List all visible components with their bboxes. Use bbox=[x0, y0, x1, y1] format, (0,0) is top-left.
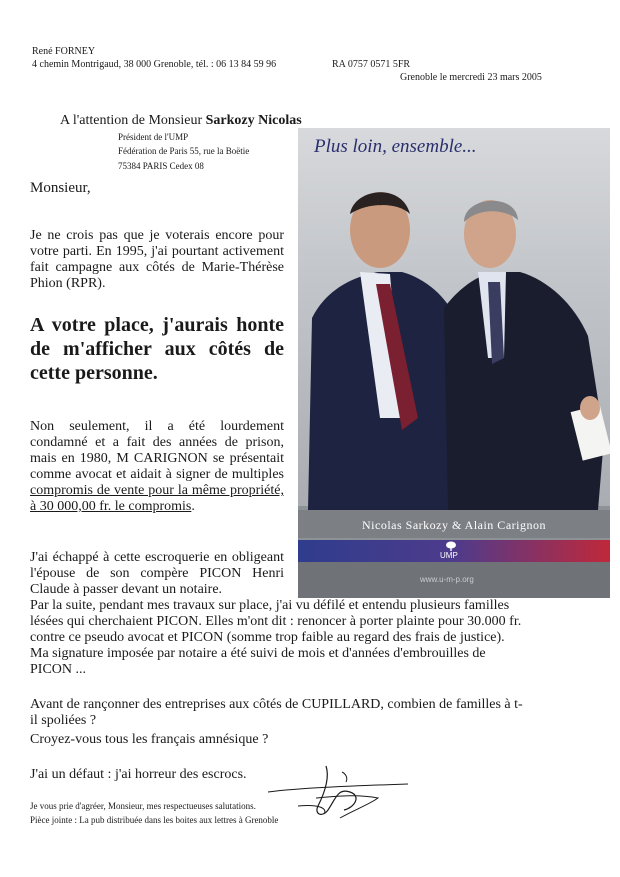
ump-tree-logo-icon bbox=[444, 541, 458, 551]
flyer-caption: Nicolas Sarkozy & Alain Carignon bbox=[362, 518, 546, 532]
flyer-slogan: Plus loin, ensemble... bbox=[314, 136, 477, 157]
attachment-note: Pièce jointe : La pub distribuée dans les boites aux lettres à Grenoble bbox=[30, 815, 279, 825]
paragraph-2-end: . bbox=[191, 499, 195, 514]
paragraph-4-line-1: Par la suite, pendant mes travaux sur place, j'ai vu défilé et entendu plusieurs familles bbox=[30, 598, 510, 613]
registered-mail-reference: RA 0757 0571 5FR bbox=[332, 59, 411, 70]
campaign-flyer bbox=[298, 128, 610, 598]
handwritten-signature bbox=[258, 758, 428, 828]
paragraph-4-line-4: Ma signature imposée par notaire a été suivi de mois et d'années d'embrouilles de bbox=[30, 646, 486, 661]
headline: A votre place, j'aurais honte de m'afficher aux côtés de cette personne. bbox=[30, 314, 284, 384]
recipient-line2: Fédération de Paris 55, rue la Boëtie bbox=[118, 146, 250, 156]
paragraph-3: J'ai échappé à cette escroquerie en obligeant l'épouse de son compère PICON Henri Claude à passer devant un notaire. bbox=[30, 550, 284, 597]
recipient-line1: Président de l'UMP bbox=[118, 132, 189, 142]
paragraph-5-line-2: il spoliées ? bbox=[30, 713, 97, 728]
recipient-line3: 75384 PARIS Cedex 08 bbox=[118, 161, 204, 171]
flyer-photo-two-men bbox=[298, 168, 610, 510]
defect-line: J'ai un défaut : j'ai horreur des escrocs. bbox=[30, 767, 247, 782]
attention-prefix: A l'attention de Monsieur bbox=[60, 113, 206, 128]
paragraph-1: Je ne crois pas que je voterais encore pour votre parti. En 1995, j'ai pourtant activement fait campagne aux côtés de Marie-Thérèse Phion (RPR). bbox=[30, 228, 284, 291]
paragraph-2-start: Non seulement, il a été lourdement condamné et a fait des années de prison, mais en 1980, M CARIGNON se présentait comme avocat et aidait à signer de multiples bbox=[30, 419, 284, 482]
paragraph-5-line-1: Avant de rançonner des entreprises aux côtés de CUPILLARD, combien de familles à t- bbox=[30, 697, 523, 712]
paragraph-4-line-2: lésées qui cherchaient PICON. Elles m'ont dit : renoncer à porter plainte pour 30.000 fr. bbox=[30, 614, 522, 629]
paragraph-4-line-5: PICON ... bbox=[30, 662, 87, 677]
sender-name: René FORNEY bbox=[32, 46, 96, 57]
flyer-url: www.u-m-p.org bbox=[420, 575, 474, 584]
paragraph-2-underlined: compromis de vente pour la même propriété, à 30 000,00 fr. le compromis bbox=[30, 483, 284, 514]
sender-address: 4 chemin Montrigaud, 38 000 Grenoble, tél. : 06 13 84 59 96 bbox=[32, 59, 277, 70]
paragraph-5-line-3: Croyez-vous tous les français amnésique ? bbox=[30, 732, 269, 747]
recipient-attention bbox=[60, 113, 302, 129]
flyer-ump-logo: UMP bbox=[440, 551, 458, 560]
paragraph-2 bbox=[30, 419, 284, 515]
paragraph-4-line-3: contre ce pseudo avocat et PICON (somme trop faible au regard des frais de justice). bbox=[30, 630, 505, 645]
letter-date: Grenoble le mercredi 23 mars 2005 bbox=[400, 72, 542, 83]
closing: Je vous prie d'agréer, Monsieur, mes respectueuses salutations. bbox=[30, 801, 256, 811]
salutation: Monsieur, bbox=[30, 180, 91, 196]
recipient-name: Sarkozy Nicolas bbox=[205, 113, 302, 128]
